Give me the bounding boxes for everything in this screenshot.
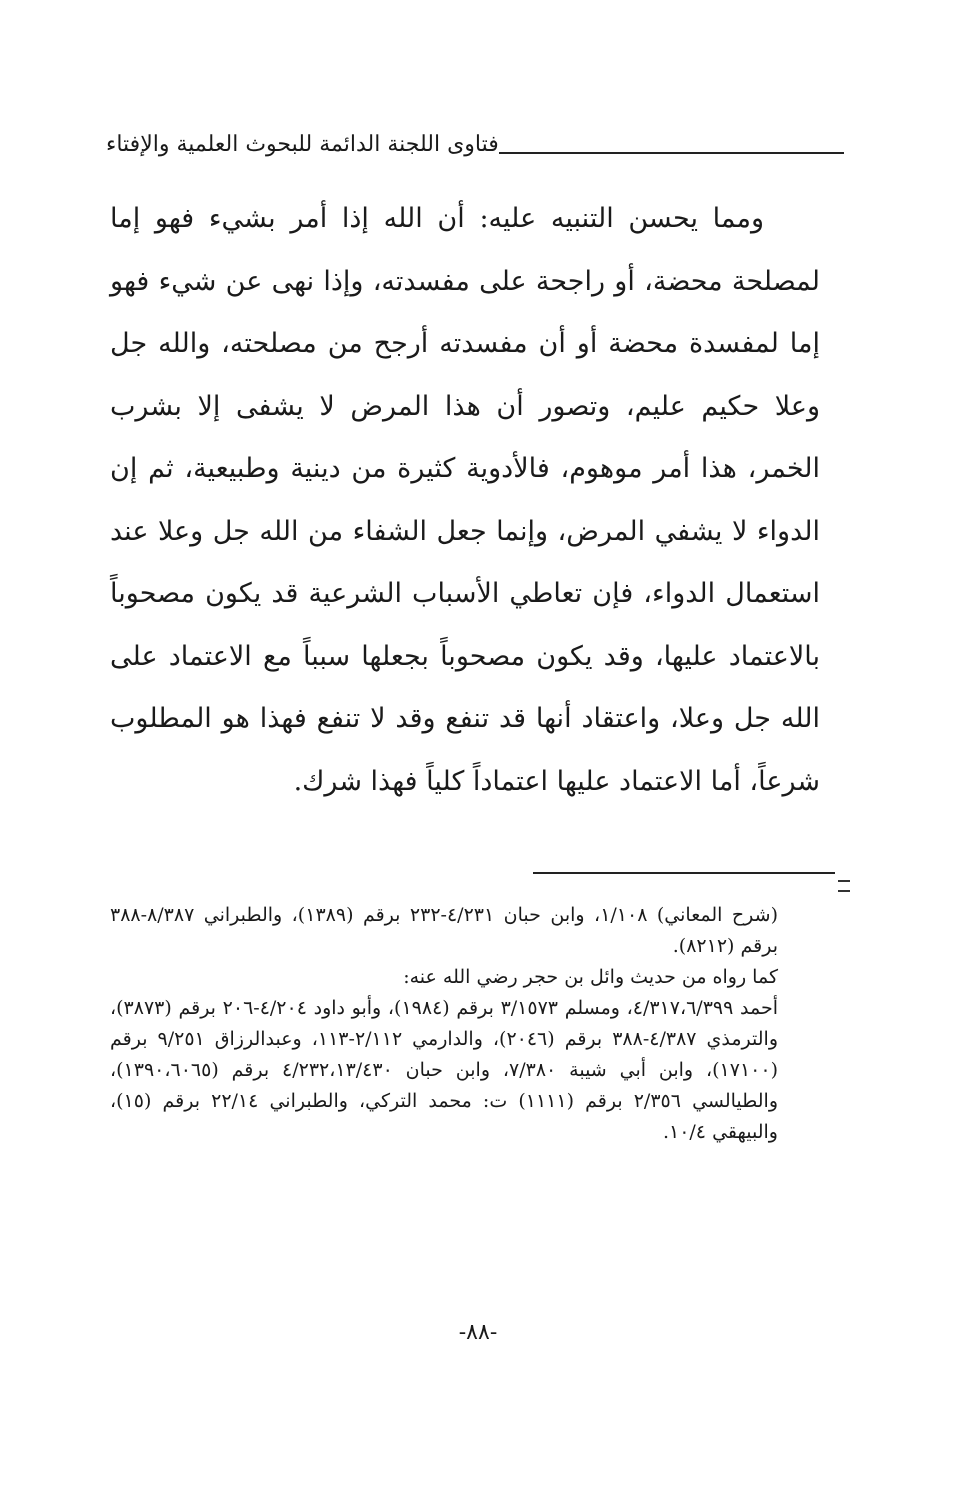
- main-text: [110, 188, 820, 813]
- running-header: [96, 120, 844, 160]
- footnote-separator: [533, 872, 835, 874]
- running-header-title: فتاوى اللجنة الدائمة للبحوث العلمية والإفتاء: [106, 132, 499, 157]
- footnote-line: (شرح المعاني) ١/١٠٨، وابن حبان ٤/٢٣١-٢٣٢ برقم (١٣٨٩)، والطبراني ٨/٣٨٧-٣٨٨ برقم (٨٢١٢).: [110, 904, 778, 957]
- header-rule: [499, 152, 844, 154]
- footnote-line: كما رواه من حديث وائل بن حجر رضي الله عنه:: [403, 966, 778, 988]
- footnote-line: أحمد ٤/٣١٧،٦/٣٩٩، ومسلم ٣/١٥٧٣ برقم (١٩٨٤)، وأبو داود ٤/٢٠٤-٢٠٦ برقم (٣٨٧٣)، والترمذي ٤/٣٨٧-٣٨٨ برقم (٢٠٤٦)، والدارمي ٢/١١٢-١١٣، وعبدالرزاق ٩/٢٥١ برقم (١٧١٠٠)، وابن أبي شيبة ٧/٣٨٠، وابن حبان ٤/٢٣٢،١٣/٤٣٠ برقم (١٣٩٠،٦٠٦٥)، والطيالسي ٢/٣٥٦ برقم (١١١١) ت: محمد التركي، والطبراني ٢٢/١٤ برقم (١٥)، والبيهقي ١٠/٤.: [110, 997, 778, 1143]
- body-paragraph: ومما يحسن التنبيه عليه: أن الله إذا أمر بشيء فهو إما لمصلحة محضة، أو راجحة على مفسدته، وإذا نهى عن شيء فهو إما لمفسدة محضة أو أن مفسدته أرجح من مصلحته، والله جل وعلا حكيم عليم، وتصور أن هذا المرض لا يشفى إلا بشرب الخمر، هذا أمر موهوم، فالأدوية كثيرة من دينية وطبيعية، ثم إن الدواء لا يشفي المرض، وإنما جعل الشفاء من الله جل وعلا عند استعمال الدواء، فإن تعاطي الأسباب الشرعية قد يكون مصحوباً بالاعتماد عليها، وقد يكون مصحوباً بجعلها سبباً مع الاعتماد على الله جل وعلا، واعتقاد أنها قد تنفع وقد لا تنفع فهذا هو المطلوب شرعاً، أما الاعتماد عليها اعتماداً كلياً فهذا شرك.: [110, 203, 820, 797]
- page-number: -٨٨-: [458, 1320, 498, 1345]
- footnotes: [110, 900, 778, 1148]
- margin-mark: [838, 880, 850, 892]
